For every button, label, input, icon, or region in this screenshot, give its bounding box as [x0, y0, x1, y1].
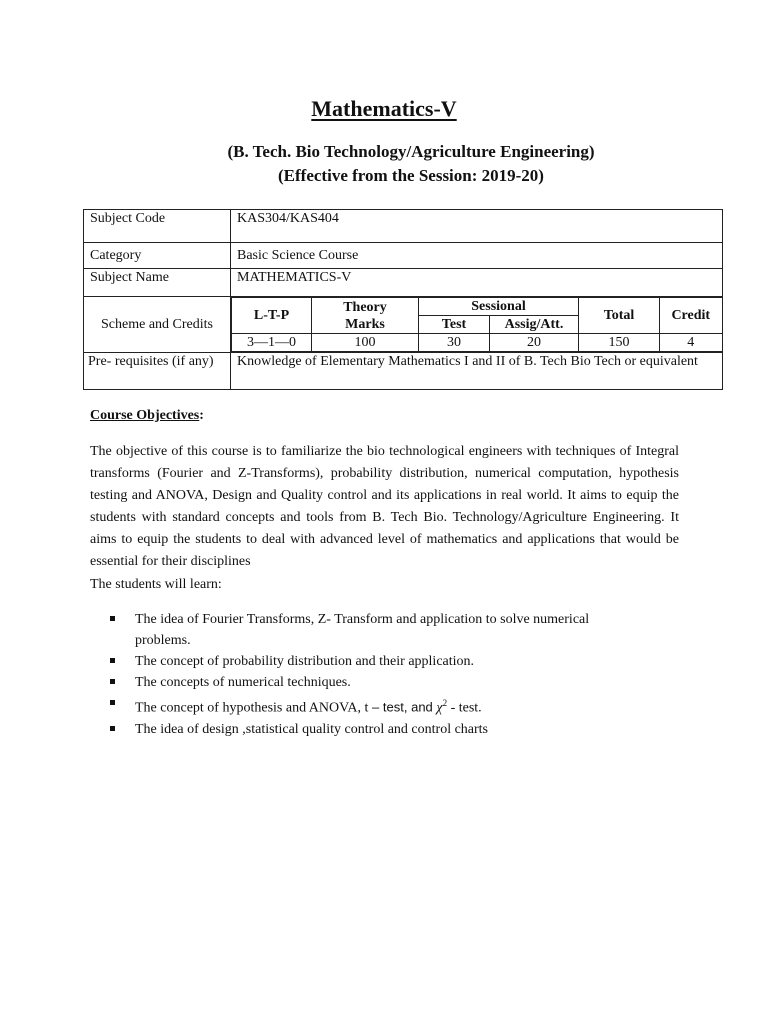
category-label: Category: [84, 243, 231, 269]
students-learn-text: The students will learn:: [90, 577, 222, 592]
subtitle-session: (Effective from the Session: 2019-20): [278, 166, 544, 185]
prereq-label: Pre- requisites (if any): [84, 353, 231, 390]
hypothesis-suffix: - test.: [447, 700, 482, 716]
hypothesis-test-and: test, and: [382, 699, 437, 715]
bullet-icon: [110, 658, 115, 663]
list-item: [110, 693, 630, 719]
list-item: [110, 651, 630, 672]
theory-value: 100: [312, 334, 419, 352]
list-item: [110, 719, 630, 740]
hypothesis-dash: –: [368, 699, 383, 715]
total-value: 150: [579, 334, 660, 352]
list-item-text: The concepts of numerical techniques.: [135, 675, 351, 690]
credit-value: 4: [660, 334, 723, 352]
theory-header-line2: Marks: [345, 316, 385, 332]
subtitle-program: (B. Tech. Bio Technology/Agriculture Engineering): [227, 142, 595, 161]
subject-name-label: Subject Name: [84, 269, 231, 297]
ltp-value: 3—1—0: [232, 334, 312, 352]
subject-name-value: MATHEMATICS-V: [231, 269, 723, 297]
category-value: Basic Science Course: [231, 243, 723, 269]
list-item-text: The concept of probability distribution and their application.: [135, 654, 475, 669]
list-item: [110, 672, 630, 693]
list-item-text: The idea of Fourier Transforms, Z- Transform and application to solve numerical problems.: [135, 612, 590, 648]
chi-symbol: χ: [436, 700, 443, 716]
subject-info-table: [83, 209, 723, 390]
bullet-icon: [110, 679, 115, 684]
test-value: 30: [419, 334, 490, 352]
theory-header-line1: Theory: [343, 299, 387, 315]
course-objectives-heading: [90, 408, 204, 424]
hypothesis-prefix: The concept of hypothesis and ANOVA, t: [135, 700, 369, 716]
course-objectives-text: Course Objectives: [90, 408, 200, 423]
list-item: [110, 609, 630, 651]
prereq-value: Knowledge of Elementary Mathematics I and II of B. Tech Bio Tech or equivalent: [231, 353, 723, 390]
theory-marks-header: [312, 298, 419, 334]
scheme-table: [231, 297, 723, 352]
learning-outcomes-list: [110, 609, 630, 740]
course-objectives-colon: :: [199, 408, 204, 423]
list-item-text: The idea of design ,statistical quality control and control charts: [135, 721, 489, 737]
bullet-icon: [110, 700, 115, 705]
subject-code-label: Subject Code: [84, 210, 231, 243]
objective-paragraph: The objective of this course is to familiarize the bio technological engineers with techniques of Integral transforms (Fourier and Z-Transforms), probability distribution, numerical computation, hypothesis testing and ANOVA, Design and Quality control and its applications in real world. It aims to equip the students with standard concepts and tools from B. Tech Bio. Technology/Agriculture Engineering. It aims to equip the students to deal with advanced level of mathematics and applications that would be essential for their disciplines: [90, 444, 679, 569]
assig-header: Assig/Att.: [490, 316, 579, 334]
page-subtitle: [0, 140, 768, 188]
scheme-label: Scheme and Credits: [84, 297, 231, 353]
credit-header: Credit: [660, 298, 723, 334]
bullet-icon: [110, 616, 115, 621]
test-header: Test: [419, 316, 490, 334]
total-header: Total: [579, 298, 660, 334]
page-title: Mathematics-V: [311, 96, 457, 121]
subject-code-value: KAS304/KAS404: [231, 210, 723, 243]
chi-superscript: 2: [442, 698, 448, 708]
sessional-header: Sessional: [419, 298, 579, 316]
bullet-icon: [110, 726, 115, 731]
ltp-header: L-T-P: [232, 298, 312, 334]
assig-value: 20: [490, 334, 579, 352]
